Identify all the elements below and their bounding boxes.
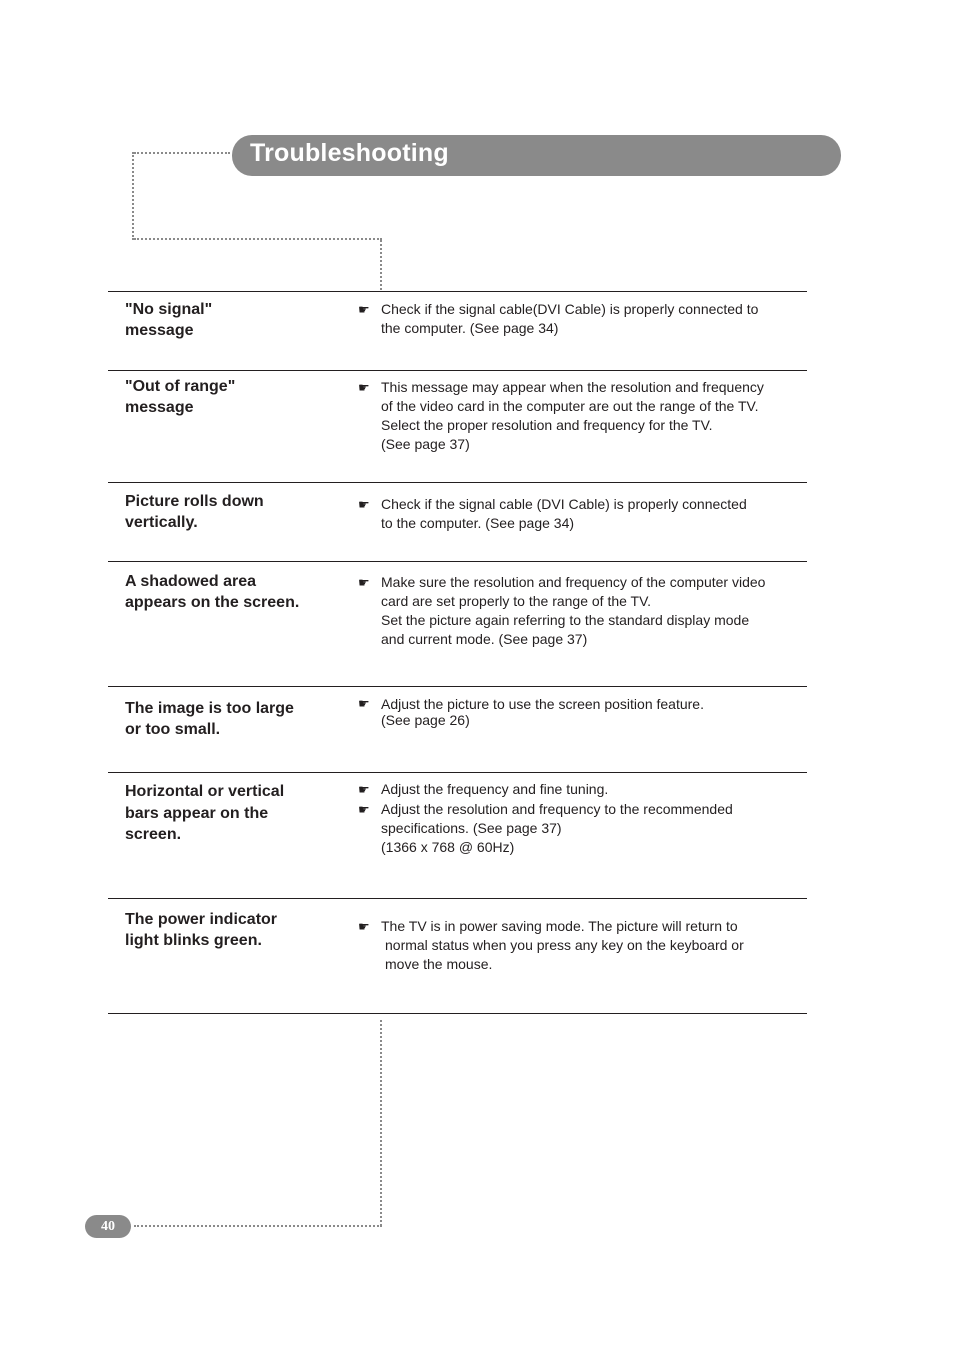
- solution-item: ☛ Adjust the frequency and fine tuning.: [358, 781, 609, 797]
- pointing-hand-icon: ☛: [358, 782, 370, 797]
- pointing-hand-icon: ☛: [358, 696, 370, 711]
- pointing-hand-icon: ☛: [358, 302, 370, 317]
- problem-label: A shadowed area appears on the screen.: [125, 573, 300, 611]
- solution-text: [358, 378, 798, 454]
- page-title: Troubleshooting: [250, 139, 449, 167]
- dotted-guide-down: [380, 240, 382, 290]
- dotted-guide-top: [134, 152, 230, 154]
- pointing-hand-icon: ☛: [358, 575, 370, 590]
- problem-label: "No signal" message: [125, 301, 213, 339]
- table-rule: [108, 482, 807, 483]
- problem-label: Picture rolls down vertically.: [125, 493, 264, 531]
- solution-text: [358, 573, 798, 649]
- pointing-hand-icon: ☛: [358, 380, 370, 395]
- table-rule: [108, 291, 807, 292]
- pointing-hand-icon: ☛: [358, 919, 370, 934]
- problem-label: The image is too large or too small.: [125, 700, 294, 738]
- solution-item: ☛ Adjust the resolution and frequency to the recommended specifications. (See page 37) (1366 x 768 @ 60Hz): [358, 801, 733, 855]
- table-rule: [108, 686, 807, 687]
- solution-text: [358, 495, 798, 533]
- dotted-guide-bottom-horizontal: [134, 1225, 382, 1227]
- table-rule: [108, 772, 807, 773]
- table-rule: [108, 370, 807, 371]
- problem-label: The power indicator light blinks green.: [125, 911, 278, 949]
- solution-item: ☛ This message may appear when the resolution and frequency of the video card in the computer are out the range of the TV. Select the proper resolution and frequency for the TV. (See page 37): [358, 379, 764, 452]
- table-rule: [108, 898, 807, 899]
- solution-text: [358, 917, 798, 974]
- solution-item: ☛ Check if the signal cable(DVI Cable) is properly connected to the computer. (See page 34): [358, 301, 759, 336]
- page-number: 40: [85, 1215, 131, 1238]
- pointing-hand-icon: ☛: [358, 802, 370, 817]
- solution-item: ☛ The TV is in power saving mode. The picture will return to normal status when you press any key on the keyboard or move the mouse.: [358, 918, 744, 972]
- solution-text: [358, 696, 798, 728]
- solution-text: [358, 300, 798, 338]
- solution-item: ☛ Adjust the picture to use the screen position feature. (See page 26): [358, 696, 704, 728]
- solution-item: ☛ Check if the signal cable (DVI Cable) is properly connected to the computer. (See page 34): [358, 496, 747, 531]
- dotted-guide-bottom-vertical: [380, 1020, 382, 1226]
- table-rule: [108, 561, 807, 562]
- pointing-hand-icon: ☛: [358, 497, 370, 512]
- solution-item: ☛ Make sure the resolution and frequency of the computer video card are set properly to the range of the TV. Set the picture again referring to the standard display mode and current mode. (See page 37): [358, 574, 766, 647]
- dotted-guide-middle: [134, 238, 382, 240]
- dotted-guide-left: [132, 152, 134, 240]
- problem-label: Horizontal or vertical bars appear on the screen.: [125, 783, 285, 843]
- table-rule: [108, 1013, 807, 1014]
- solution-text: [358, 780, 798, 857]
- problem-label: "Out of range" message: [125, 378, 236, 416]
- title-banner: [232, 135, 841, 176]
